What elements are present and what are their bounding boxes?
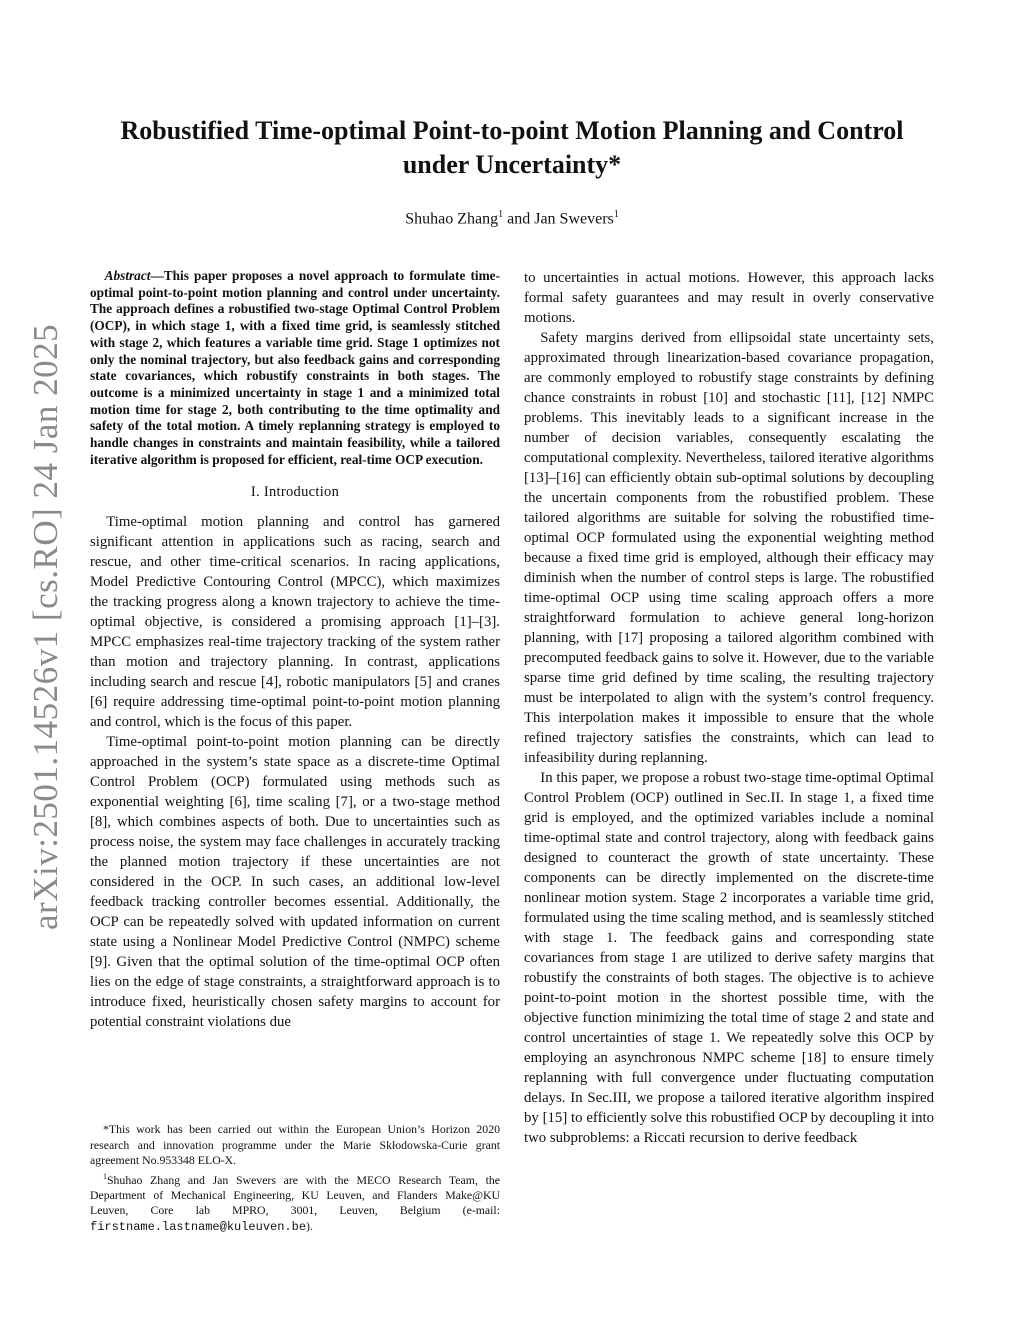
abstract <box>90 268 500 468</box>
section-heading-introduction: I. Introduction <box>250 484 340 501</box>
email-address: firstname.lastname@kuleuven.be <box>90 1219 307 1234</box>
author-connector: and <box>503 210 535 228</box>
body-paragraph-continued: to uncertainties in actual motions. However, this approach lacks formal safety guarantees and may result in overly conservative motions. <box>524 270 934 326</box>
body-paragraph: In this paper, we propose a robust two-stage time-optimal Optimal Control Problem (OCP) outlined in Sec.II. In stage 1, a fixed time grid is employed, and the optimized variables include a nominal time-optimal state and control trajectory, along with feedback gains designed to counteract the growth of state uncertainty. These components can be directly implemented on the discrete-time nonlinear motion system. Stage 2 incorporates a variable time grid, formulated using the time scaling method, and is seamlessly stitched with stage 1. The feedback gains and corresponding state covariances from stage 1 are utilized to derive safety margins that robustify the constraints of both stages. The objective is to achieve point-to-point motion in the shortest possible time, with the objective function minimizing the total time of stage 2 and state and control uncertainties of stage 1. We repeatedly solve this OCP by employing an asynchronous NMPC scheme [18] to ensure timely replanning with full convergence under fluctuating computation delays. In Sec.III, we propose a tailored iterative algorithm inspired by [15] to efficiently solve this robustified OCP by decoupling it into two subproblems: a Riccati recursion to derive feedback <box>524 770 934 1146</box>
body-paragraph: Time-optimal point-to-point motion planning can be directly approached in the system’s state space as a discrete-time Optimal Control Problem (OCP) formulated using methods such as exponential weighting [6], time scaling [7], or a two-stage method [8], which combines aspects of both. Due to uncertainties such as process noise, the system may face challenges in accurately tracking the planned motion trajectory if these uncertainties are not considered in the OCP. In such cases, an additional low-level feedback tracking controller becomes essential. Additionally, the OCP can be repeatedly solved with updated information on current state using a Nonlinear Model Predictive Control (NMPC) scheme [9]. Given that the optimal solution of the time-optimal OCP often lies on the edge of stage constraints, a straightforward approach is to introduce fixed, heuristically chosen safety margins to account for potential constraint violations due <box>90 734 500 1031</box>
funding-footnote: *This work has been carried out within the European Union’s Horizon 2020 research and innovation programme under the Marie Skłodowska-Curie grant agreement No.953348 ELO-X. <box>90 1122 500 1167</box>
author-list <box>92 209 932 228</box>
body-paragraph: Time-optimal motion planning and control has garnered significant attention in applications such as racing, search and rescue, and other time-critical scenarios. In racing applications, Model Predictive Contouring Control (MPCC), which maximizes the tracking progress along a known trajectory to achieve the time-optimal objective, is considered a promising approach [1]–[3]. MPCC emphasizes real-time trajectory tracking of the system rather than motion and trajectory planning. In contrast, applications including search and rescue [4], robotic manipulators [5] and cranes [6] require addressing time-optimal point-to-point motion planning and control, which is the focus of this paper. <box>90 514 500 731</box>
abstract-label: Abstract <box>104 268 151 283</box>
author-name: Jan Swevers <box>534 210 614 228</box>
affiliation-text: Shuhao Zhang and Jan Swevers are with the MECO Research Team, the Department of Mechanical Engineering, KU Leuven, and Flanders Make@KU Leuven, Core lab MPRO, 3001, Leuven, Belgium (e-mail: <box>90 1172 500 1218</box>
affiliation-footnote <box>90 1169 500 1236</box>
affiliation-end: ). <box>306 1218 313 1233</box>
abstract-text: This paper proposes a novel approach to formulate time-optimal point-to-point motion planning and control under uncertainty. The approach defines a robustified two-stage Optimal Control Problem (OCP), in which stage 1, with a fixed time grid, is seamlessly stitched with stage 2, which features a variable time grid. Stage 1 optimizes not only the nominal trajectory, but also feedback gains and corresponding state covariances, which robustify constraints in both stages. The outcome is a minimized uncertainty in stage 1 and a minimized total motion time for stage 2, both contributing to the time optimality and safety of the total motion. A timely replanning strategy is employed to handle changes in constraints and maintain feasibility, while a tailored iterative algorithm is proposed for efficient, real-time OCP execution. <box>90 268 500 467</box>
affiliation-mark: 1 <box>613 209 619 220</box>
abstract-separator: — <box>150 268 164 283</box>
body-paragraph: Safety margins derived from ellipsoidal state uncertainty sets, approximated through linearization-based covariance propagation, are commonly employed to robustify stage constraints by defining chance constraints in robust [10] and stochastic [11], [12] NMPC problems. This inevitably leads to a significant increase in the number of decision variables, consequently escalating the computational complexity. Nevertheless, tailored iterative algorithms [13]–[16] can efficiently obtain sub-optimal solutions by decoupling the uncertain components from the robustified problem. These tailored algorithms are suitable for solving the robustified time-optimal OCP formulated using the exponential weighting method because a fixed time grid is employed, although their efficacy may diminish when the number of control steps is large. The robustified time-optimal OCP using time scaling approach offers a more straightforward formulation to achieve general long-horizon planning, with [17] proposing a tailored algorithm combined with precomputed feedback gains to solve it. However, due to the variable sparse time grid defined by time scaling, the resulting trajectory must be interpolated to align with the system’s control frequency. This interpolation makes it impossible to ensure that the whole refined trajectory satisfies the constraints, which can lead to infeasibility during replanning. <box>524 330 934 766</box>
author-name: Shuhao Zhang <box>405 210 499 228</box>
arxiv-identifier: arXiv:2501.14526v1 [cs.RO] 24 Jan 2025 <box>26 323 65 930</box>
paper-title: Robustified Time-optimal Point-to-point Motion Planning and Control under Uncertainty* <box>120 116 904 179</box>
footnotes <box>90 1122 500 1235</box>
footnote-mark: 1 <box>102 1171 107 1181</box>
affiliation-mark: 1 <box>498 209 504 220</box>
left-column <box>90 268 500 1032</box>
right-column <box>524 268 934 1148</box>
